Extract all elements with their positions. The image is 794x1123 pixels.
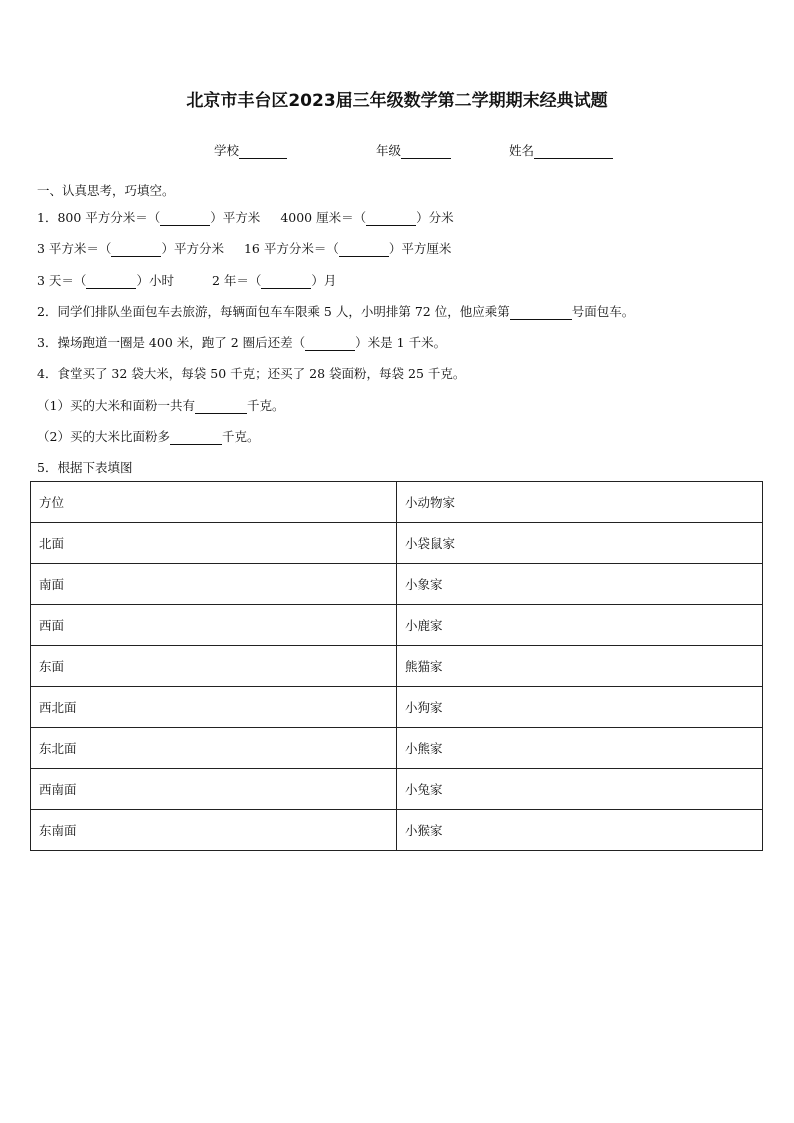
name-blank[interactable]: [534, 145, 613, 159]
q1-l1-text-d: ）分米: [416, 210, 454, 225]
answer-blank[interactable]: [195, 400, 247, 414]
name-label: 姓名: [509, 143, 535, 158]
question-2: [37, 302, 634, 320]
school-label: 学校: [214, 143, 240, 158]
question-3: [37, 333, 446, 351]
answer-blank[interactable]: [86, 275, 136, 289]
question-4-part-2: [37, 427, 259, 445]
question-4-stem: 4．食堂买了 32 袋大米，每袋 50 千克；还买了 28 袋面粉，每袋 25 千克。: [37, 366, 466, 381]
animal-home-cell: 小动物家: [397, 482, 763, 523]
table-row: [31, 564, 763, 605]
direction-cell: 方位: [31, 482, 397, 523]
direction-cell: 西面: [31, 605, 397, 646]
answer-blank[interactable]: [111, 243, 161, 257]
q1-l1-text-c: 4000 厘米＝（: [280, 210, 367, 225]
answer-blank[interactable]: [339, 243, 389, 257]
table-row: [31, 605, 763, 646]
answer-blank[interactable]: [510, 306, 572, 320]
table-row: [31, 646, 763, 687]
table-row: [31, 523, 763, 564]
table-row: [31, 728, 763, 769]
q1-l3-text-b: ）小时: [136, 273, 174, 288]
name-field: [509, 141, 613, 159]
animal-home-cell: 小象家: [397, 564, 763, 605]
animal-home-cell: 小狗家: [397, 687, 763, 728]
direction-cell: 东北面: [31, 728, 397, 769]
grade-label: 年级: [376, 143, 402, 158]
answer-blank[interactable]: [305, 337, 355, 351]
q2-text-a: 2．同学们排队坐面包车去旅游，每辆面包车车限乘 5 人，小明排第 72 位，他应乘第: [37, 304, 510, 319]
school-field: [214, 141, 287, 159]
direction-cell: 东南面: [31, 810, 397, 851]
direction-cell: 西南面: [31, 769, 397, 810]
animal-home-cell: 熊猫家: [397, 646, 763, 687]
q1-l2-text-c: 16 平方分米＝（: [243, 241, 339, 256]
question-1-line-1: [37, 208, 454, 226]
q1-l1-text-a: 800 平方分米＝（: [57, 210, 161, 225]
page-title: 北京市丰台区2023届三年级数学第二学期期末经典试题: [186, 91, 608, 111]
q2-text-b: 号面包车。: [571, 304, 635, 319]
table-row: [31, 769, 763, 810]
school-blank[interactable]: [239, 145, 287, 159]
animal-home-cell: 小兔家: [397, 769, 763, 810]
animal-home-cell: 小袋鼠家: [397, 523, 763, 564]
q1-l1-text-b: ）平方米: [210, 210, 261, 225]
animal-home-cell: 小猴家: [397, 810, 763, 851]
answer-blank[interactable]: [170, 431, 222, 445]
q1-l2-text-a: 3 平方米＝（: [37, 241, 112, 256]
animal-home-cell: 小鹿家: [397, 605, 763, 646]
question-1-line-2: [37, 239, 451, 257]
table-header-row: [31, 482, 763, 523]
q4-p2-text-a: （2）买的大米比面粉多: [37, 429, 170, 444]
grade-blank[interactable]: [401, 145, 451, 159]
grade-field: [376, 141, 451, 159]
q1-l2-text-d: ）平方厘米: [388, 241, 452, 256]
question-1-line-3: [37, 271, 336, 289]
q4-p1-text-a: （1）买的大米和面粉一共有: [37, 398, 195, 413]
answer-blank[interactable]: [261, 275, 311, 289]
table-row: [31, 687, 763, 728]
table-row: [31, 810, 763, 851]
answer-blank[interactable]: [366, 212, 416, 226]
direction-cell: 南面: [31, 564, 397, 605]
question-5: 5．根据下表填图: [37, 460, 133, 475]
direction-cell: 北面: [31, 523, 397, 564]
animal-home-cell: 小熊家: [397, 728, 763, 769]
q4-p2-text-b: 千克。: [221, 429, 260, 444]
q1-l2-text-b: ）平方分米: [161, 241, 224, 256]
q1-l3-text-d: ）月: [311, 273, 337, 288]
question-4-part-1: [37, 396, 284, 414]
q1-l3-text-c: 2 年＝（: [211, 273, 262, 288]
q3-text-b: ）米是 1 千米。: [355, 335, 447, 350]
q3-text-a: 3．操场跑道一圈是 400 米，跑了 2 圈后还差（: [37, 335, 306, 350]
question-1-number: 1．: [37, 210, 58, 225]
answer-blank[interactable]: [160, 212, 210, 226]
direction-table: [30, 481, 763, 851]
section-heading: 一、认真思考，巧填空。: [37, 183, 175, 198]
direction-cell: 东面: [31, 646, 397, 687]
q4-p1-text-b: 千克。: [246, 398, 285, 413]
direction-cell: 西北面: [31, 687, 397, 728]
q1-l3-text-a: 3 天＝（: [37, 273, 87, 288]
